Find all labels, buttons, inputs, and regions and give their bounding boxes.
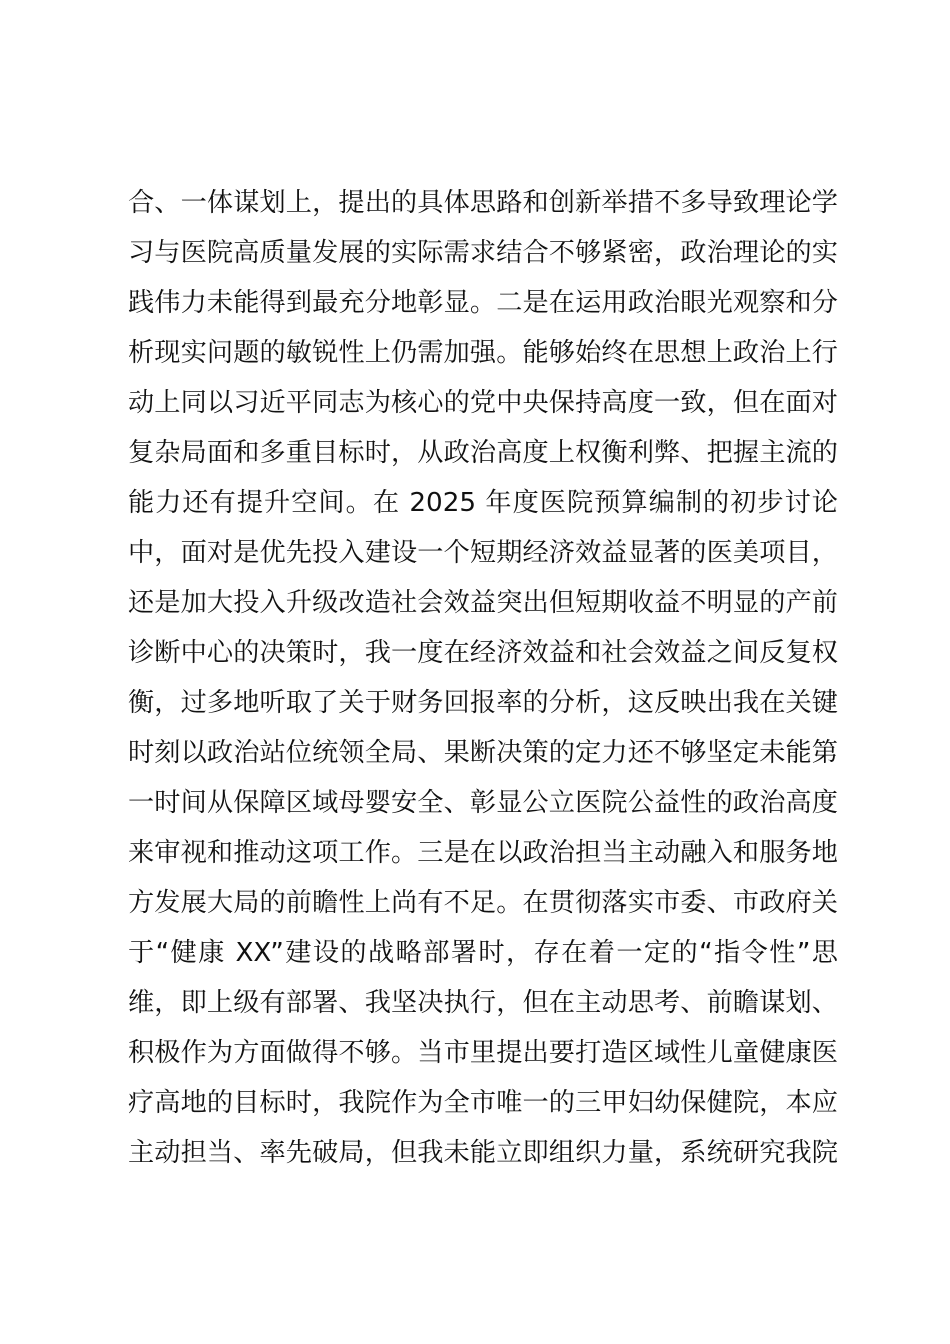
text-line: 诊断中心的决策时，我一度在经济效益和社会效益之间反复权 xyxy=(128,638,838,668)
text-line: 一时间从保障区域母婴安全、彰显公立医院公益性的政治高度 xyxy=(128,788,838,818)
text-line: 时刻以政治站位统领全局、果断决策的定力还不够坚定未能第 xyxy=(128,738,838,768)
text-line: 积极作为方面做得不够。当市里提出要打造区域性儿童健康医 xyxy=(128,1038,838,1068)
text-line: 衡，过多地听取了关于财务回报率的分析，这反映出我在关键 xyxy=(128,688,838,718)
text-line: 疗高地的目标时，我院作为全市唯一的三甲妇幼保健院，本应 xyxy=(128,1088,838,1118)
text-line: 践伟力未能得到最充分地彰显。二是在运用政治眼光观察和分 xyxy=(128,288,838,318)
text-line: 方发展大局的前瞻性上尚有不足。在贯彻落实市委、市政府关 xyxy=(128,888,838,918)
text-line: 还是加大投入升级改造社会效益突出但短期收益不明显的产前 xyxy=(128,588,838,618)
text-line: 合、一体谋划上，提出的具体思路和创新举措不多导致理论学 xyxy=(128,188,838,218)
text-line: 中，面对是优先投入建设一个短期经济效益显著的医美项目， xyxy=(128,538,838,568)
text-line: 复杂局面和多重目标时，从政治高度上权衡利弊、把握主流的 xyxy=(128,438,838,468)
text-line: 动上同以习近平同志为核心的党中央保持高度一致，但在面对 xyxy=(128,388,838,418)
text-line: 维，即上级有部署、我坚决执行，但在主动思考、前瞻谋划、 xyxy=(128,988,838,1018)
text-line: 主动担当、率先破局，但我未能立即组织力量，系统研究我院 xyxy=(128,1138,838,1168)
text-line: 析现实问题的敏锐性上仍需加强。能够始终在思想上政治上行 xyxy=(128,338,838,368)
text-line: 来审视和推动这项工作。三是在以政治担当主动融入和服务地 xyxy=(128,838,838,868)
text-line: 习与医院高质量发展的实际需求结合不够紧密，政治理论的实 xyxy=(128,238,838,268)
text-line: 能力还有提升空间。在 2025 年度医院预算编制的初步讨论 xyxy=(128,488,838,518)
text-line: 于“健康 XX”建设的战略部署时，存在着一定的“指令性”思 xyxy=(128,938,838,968)
body-paragraph xyxy=(128,178,838,1178)
